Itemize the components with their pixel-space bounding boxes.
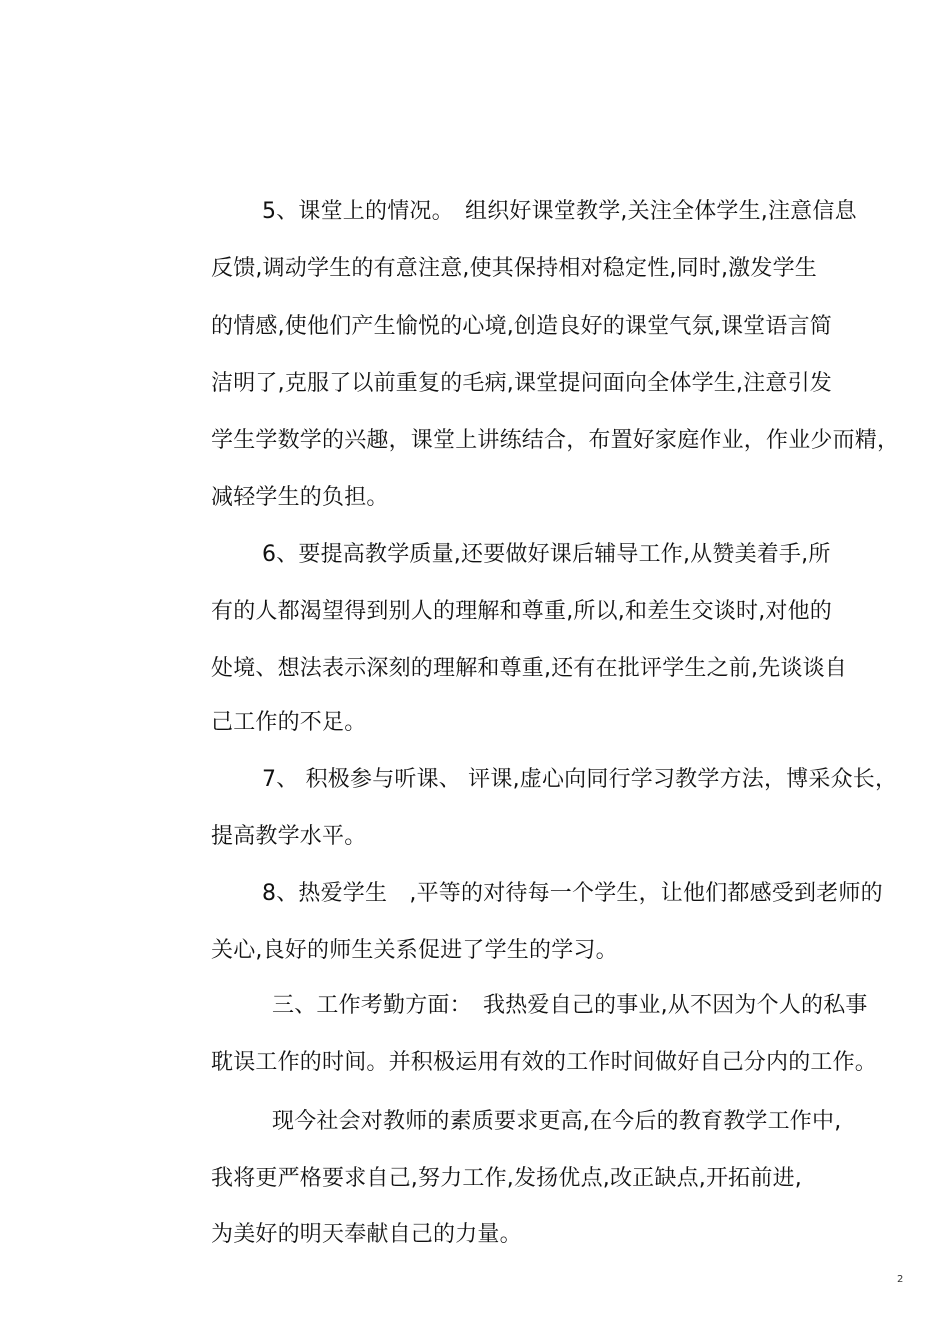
paragraph-7-line-2: 提高教学水平。 [211,824,367,849]
paragraph-7-line-1: 7、 积极参与听课、 评课,虚心向同行学习教学方法，博采众长， [262,767,898,792]
conclusion-line-1: 现今社会对教师的素质要求更高,在今后的教育教学工作中, [272,1109,842,1134]
paragraph-6-line-3: 处境、想法表示深刻的理解和尊重,还有在批评学生之前,先谈谈自 [211,656,847,681]
paragraph-8-line-1: 8、热爱学生 ,平等的对待每一个学生，让他们都感受到老师的 [262,881,883,906]
paragraph-5-line-3: 的情感,使他们产生愉悦的心境,创造良好的课堂气氛,课堂语言简 [211,314,832,339]
paragraph-8-line-2: 关心,良好的师生关系促进了学生的学习。 [211,938,618,963]
paragraph-6-line-4: 己工作的不足。 [211,710,367,735]
paragraph-5-line-2: 反馈,调动学生的有意注意,使其保持相对稳定性,同时,激发学生 [211,256,817,281]
paragraph-5-line-5: 学生学数学的兴趣，课堂上讲练结合，布置好家庭作业，作业少而精， [211,428,900,453]
paragraph-5-line-6: 减轻学生的负担。 [211,485,389,510]
paragraph-5-line-1: 5、课堂上的情况。 组织好课堂教学,关注全体学生,注意信息 [262,199,857,224]
paragraph-6-line-2: 有的人都渴望得到别人的理解和尊重,所以,和差生交谈时,对他的 [211,599,832,624]
section-3-line-2: 耽误工作的时间。并积极运用有效的工作时间做好自己分内的工作。 [211,1050,878,1075]
paragraph-5-line-4: 洁明了,克服了以前重复的毛病,课堂提问面向全体学生,注意引发 [211,371,832,396]
conclusion-line-3: 为美好的明天奉献自己的力量。 [211,1222,522,1247]
conclusion-line-2: 我将更严格要求自己,努力工作,发扬优点,改正缺点,开拓前进, [211,1166,802,1191]
paragraph-6-line-1: 6、要提高教学质量,还要做好课后辅导工作,从赞美着手,所 [262,542,831,567]
section-3-line-1: 三、工作考勤方面： 我热爱自己的事业,从不因为个人的私事 [272,993,868,1018]
page-number: 2 [897,1274,904,1285]
